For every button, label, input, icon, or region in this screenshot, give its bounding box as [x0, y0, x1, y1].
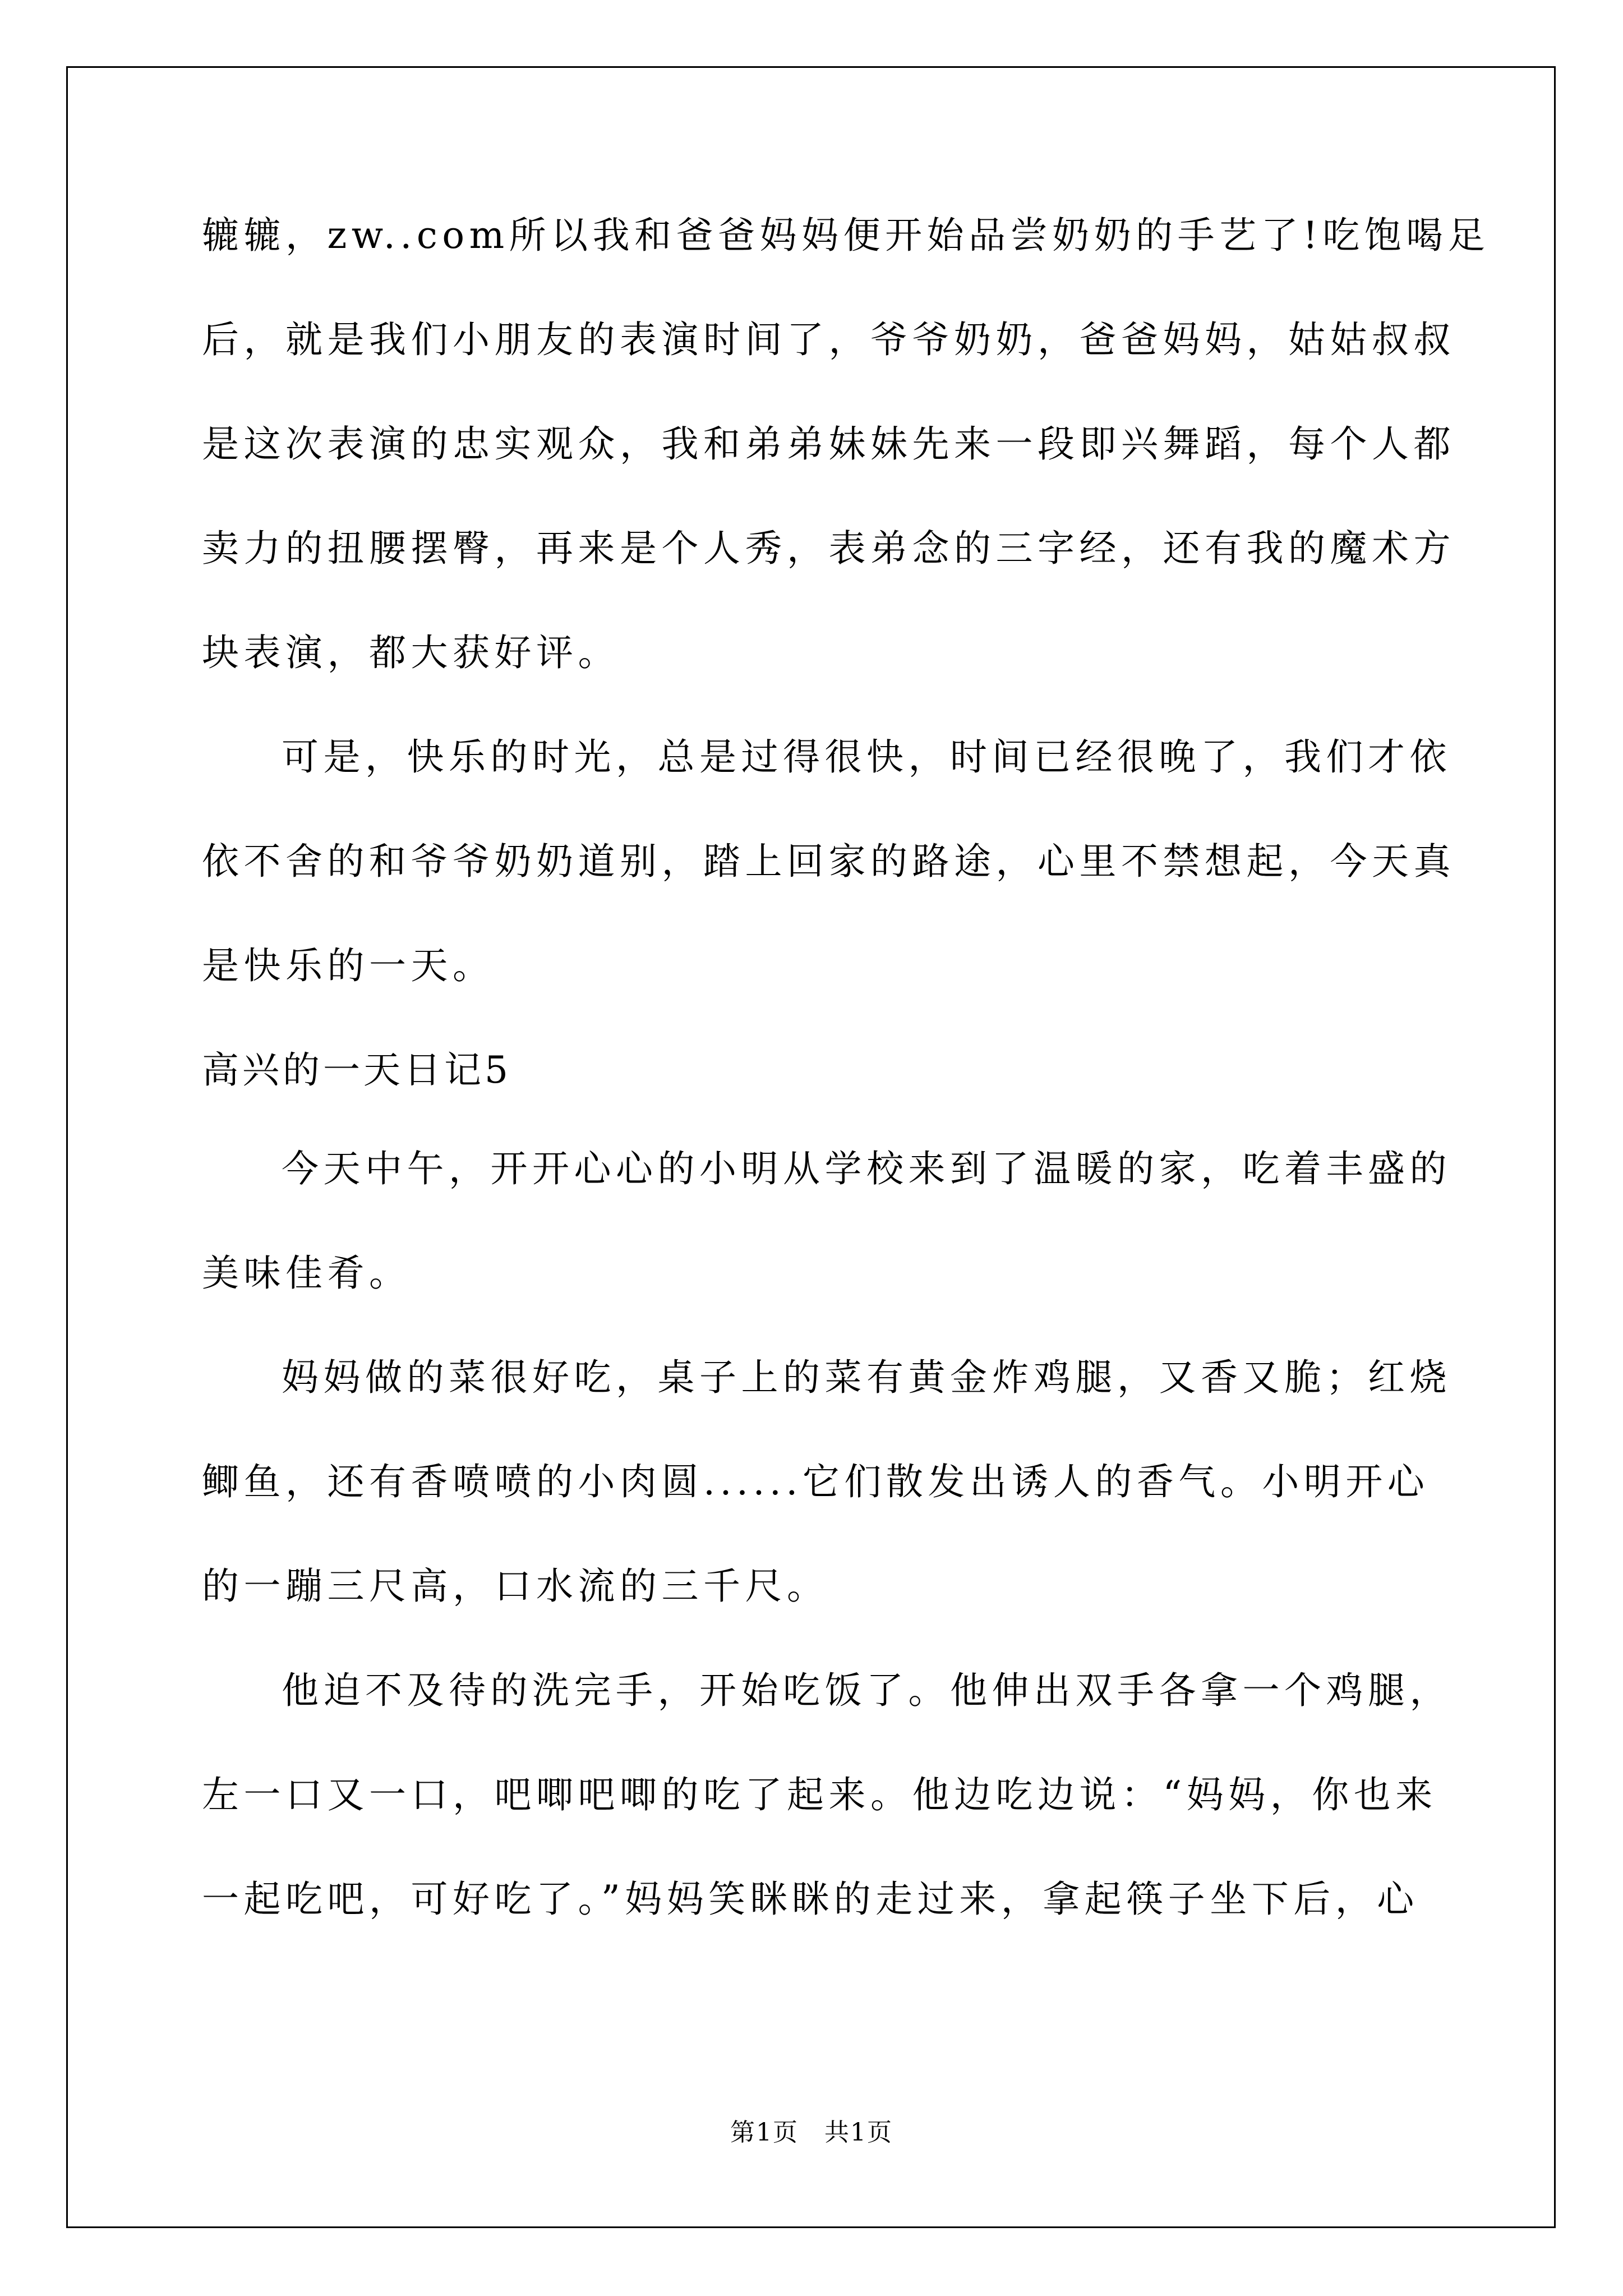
body-line: 美味佳肴。: [202, 1251, 411, 1295]
body-line: 是快乐的一天。: [202, 944, 495, 987]
body-line: 块表演，都大获好评。: [202, 631, 620, 674]
body-line: 辘辘，zw..com所以我和爸爸妈妈便开始品尝奶奶的手艺了!吃饱喝足: [202, 214, 1490, 257]
body-line: 左一口又一口，吧唧吧唧的吃了起来。他边吃边说：“妈妈，你也来: [202, 1773, 1437, 1816]
body-line: 是这次表演的忠实观众，我和弟弟妹妹先来一段即兴舞蹈，每个人都: [202, 422, 1455, 466]
paragraph-first-line: 他迫不及待的洗完手，开始吃饭了。他伸出双手各拿一个鸡腿，: [282, 1669, 1451, 1712]
document-body: [202, 214, 1490, 1984]
body-line: 卖力的扭腰摆臀，再来是个人秀，表弟念的三字经，还有我的魔术方: [202, 527, 1455, 570]
body-line: 后，就是我们小朋友的表演时间了，爷爷奶奶，爸爸妈妈，姑姑叔叔: [202, 318, 1455, 361]
body-line: 鲫鱼，还有香喷喷的小肉圆......它们散发出诱人的香气。小明开心: [202, 1460, 1430, 1503]
page-footer: 第1页 共1页: [730, 2118, 893, 2147]
body-line: 依不舍的和爷爷奶奶道别，踏上回家的路途，心里不禁想起，今天真: [202, 840, 1455, 883]
section-heading: 高兴的一天日记5: [202, 1048, 511, 1092]
body-line: 的一蹦三尺高，口水流的三千尺。: [202, 1565, 829, 1608]
paragraph-first-line: 妈妈做的菜很好吃，桌子上的菜有黄金炸鸡腿，又香又脆；红烧: [282, 1356, 1451, 1399]
paragraph-first-line: 可是，快乐的时光，总是过得很快，时间已经很晚了，我们才依: [282, 735, 1451, 779]
paragraph-first-line: 今天中午，开开心心的小明从学校来到了温暖的家，吃着丰盛的: [282, 1147, 1451, 1190]
body-line: 一起吃吧，可好吃了。”妈妈笑眯眯的走过来，拿起筷子坐下后，心: [202, 1878, 1419, 1921]
